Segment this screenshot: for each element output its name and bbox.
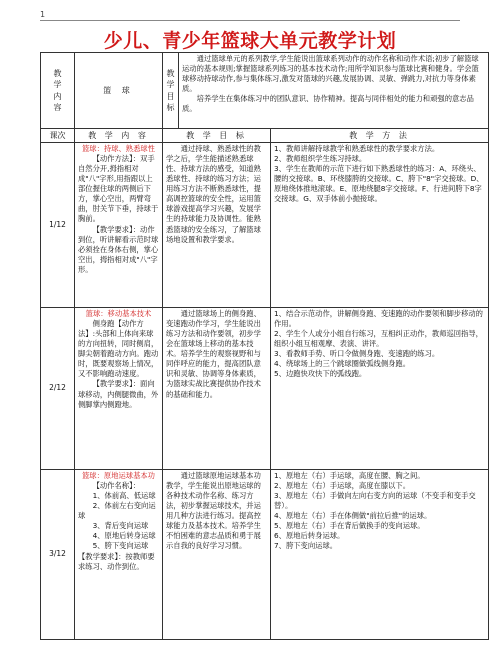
lesson-content-text: 4、原地后转身运球 (92, 531, 156, 541)
lesson-content-text: 【教学要求】：动作到位，听讲解看示范时球必须拴在身体右侧，掌心空出，拇指相对成"八"字形。 (78, 224, 159, 274)
col-header-content: 教 学 内 容 (75, 129, 163, 143)
col-header-lesson: 课次 (41, 129, 75, 143)
lesson-number: 3/12 (41, 470, 75, 640)
lesson-method-item: 2、学生个人或分小组自行练习，互相纠正动作，教师巡回指导，组织小组互相观摩、表演、讲评。 (274, 329, 483, 349)
lesson-content-text: 侧身跑【动作方法】:头部和上体向来球的方向扭转，同时侧肩，脚尖朝着跑动方向。跑动时，既要观察场上情况，又不影响跑动速度。 (78, 319, 159, 379)
lesson-content-text: 1、体前高、低运球 (92, 491, 156, 501)
column-header-row (41, 129, 489, 143)
lesson-method-cell (271, 308, 489, 470)
goal-label-cell: 教 学 目 标 (163, 53, 179, 129)
lesson-method-item: 4、绕球场上的三个跳球圈做弧线侧身跑。 (274, 359, 411, 369)
page-title: 少儿、青少年篮球大单元教学计划 (103, 30, 397, 52)
lesson-goal-cell (163, 308, 271, 470)
lesson-content-text: 5、胯下变向运球 (92, 541, 149, 551)
table-row (41, 143, 489, 308)
lesson-method-item: 7、胯下变向运球。 (274, 541, 338, 551)
unit-goal-paragraph: 培养学生在集体练习中的团队意识、协作精神。提高与同伴相处的能力和顽强的意志品质。 (182, 94, 474, 114)
header-rule (40, 20, 460, 21)
table-row (41, 470, 489, 640)
summary-row (41, 53, 489, 129)
lesson-content-text: 【动作名称】： (92, 481, 141, 491)
lesson-method-item: 4、原地左（右）手在体侧做"前拉后推"的运球。 (274, 511, 432, 521)
unit-goal-cell (179, 53, 489, 129)
table-row (41, 308, 489, 470)
lesson-content-text: 【教学要求】：按教师要求练习、动作到位。 (78, 551, 155, 571)
unit-goal-paragraph: 通过篮球单元的系列教学,学生能说出篮球系列动作的动作名称和动作术语;初步了解篮球运动的基本规则;掌握篮球系列练习的基本技术动作;用所学知识参与篮球比赛和健身。学会篮球移动持球动作,参与集体练习,激发对篮球的兴趣,发展协调、灵敏、弹跳力,对抗力等身体素质。 (182, 54, 479, 94)
lesson-content-text: 【教学要求】：面向球移动，内侧腿微曲，外侧脚掌内侧蹬地。 (78, 379, 159, 409)
lesson-content-title: 篮球：持球、熟悉球性 (82, 144, 155, 154)
lesson-method-item: 3、学生在教师的示范下进行如下熟悉球性的练习：A、环绕头、腰的交接球。B、环绕膝胯的交接球。C、胯下"8"字交接球。D、原地绕体推地滚球。E、原地绕腿8字交接球。F、行进间胯下8字交接球。G、双手体前小抛接球。 (274, 164, 484, 204)
lesson-method-item: 1、教师讲解持球教学和熟悉球性的教学要求方法。 (274, 144, 440, 154)
col-header-methods: 教 学 方 法 (271, 129, 489, 143)
page-number: 1 (40, 10, 46, 19)
lesson-content-title: 篮球：原地运球基本功 (82, 471, 155, 481)
lesson-content-title: 篮球：移动基本技术 (85, 309, 152, 319)
lesson-method-item: 3、看教师手势、听口令做侧身跑、变速跑的练习。 (274, 349, 440, 359)
lesson-content-cell (75, 470, 163, 640)
lesson-method-cell (271, 143, 489, 308)
lesson-method-item: 5、原地左（右）手在背后做换手的变向运球。 (274, 521, 425, 531)
lesson-method-cell (271, 470, 489, 640)
lesson-content-text: 2、体前左右变向运球 (78, 501, 156, 521)
lesson-number: 1/12 (41, 143, 75, 308)
lesson-content-cell (75, 143, 163, 308)
lesson-method-item: 1、原地左（右）手运球，高度在腰、胸之间。 (274, 471, 425, 481)
lesson-goal-cell (163, 143, 271, 308)
lesson-content-cell (75, 308, 163, 470)
lesson-method-item: 2、教师组织学生练习持球。 (274, 154, 367, 164)
lesson-goal-cell (163, 470, 271, 640)
content-value-cell: 篮 球 (75, 53, 163, 129)
lesson-method-item: 3、原地左（右）手做向左向右变方向的运球（不变手和变手交替）。 (274, 491, 476, 511)
lesson-goal-text: 通过篮球场上的侧身跑、变速跑动作学习，学生能说出练习方法和动作要领，初步学会在篮球场上移动的基本技术。培养学生的观察视野和与同伴呼应的能力，提高团队意识和灵敏、协调等身体素质，为篮球实战比赛提供协作技术的基础和能力。 (166, 309, 261, 399)
lesson-method-item: 1、结合示范动作，讲解侧身跑、变速跑的动作要领和脚步移动的作用。 (274, 309, 483, 329)
lesson-method-item: 5、边跑快攻快下的弧线跑。 (274, 369, 367, 379)
lesson-goal-text: 通过持球、熟悉球性的教学之后，学生能描述熟悉球性、持球方法的感受，知道熟悉球性、持球的练习方法；运用练习方法不断熟悉球性，提高调控篮球的安全性，运用篮球游戏提高学习兴趣，发展学生的持球能力及协调性。能熟悉篮球的安全练习，了解篮球场地设置和教学要求。 (166, 144, 261, 244)
content-label-cell: 教 学 内 容 (41, 53, 75, 129)
lesson-method-item: 6、原地后转身运球。 (274, 531, 345, 541)
teaching-plan-table (40, 52, 489, 640)
lesson-content-text: 3、背后变向运球 (92, 521, 149, 531)
col-header-goals: 教 学 目 标 (163, 129, 271, 143)
lesson-goal-text: 通过篮球原地运球基本功教学，学生能说出原地运球的各种技术动作名称、练习方法，初步掌握运球技术，并运用几种方法进行练习。提高控球能力及基本技术。培养学生不怕困难的意志品质和勇于展示自我的良好学习习惯。 (166, 471, 261, 551)
lesson-content-text: 【动作方法】：双手自然分开,拇指相对成"八"字形,用指跟以上部位握住球的两侧后下方，掌心空出，两臂弯曲，肘关节下垂，持球于胸前。 (78, 154, 159, 224)
lesson-number: 2/12 (41, 308, 75, 470)
lesson-method-item: 2、原地左（右）手运球，高度在膝以下。 (274, 481, 411, 491)
